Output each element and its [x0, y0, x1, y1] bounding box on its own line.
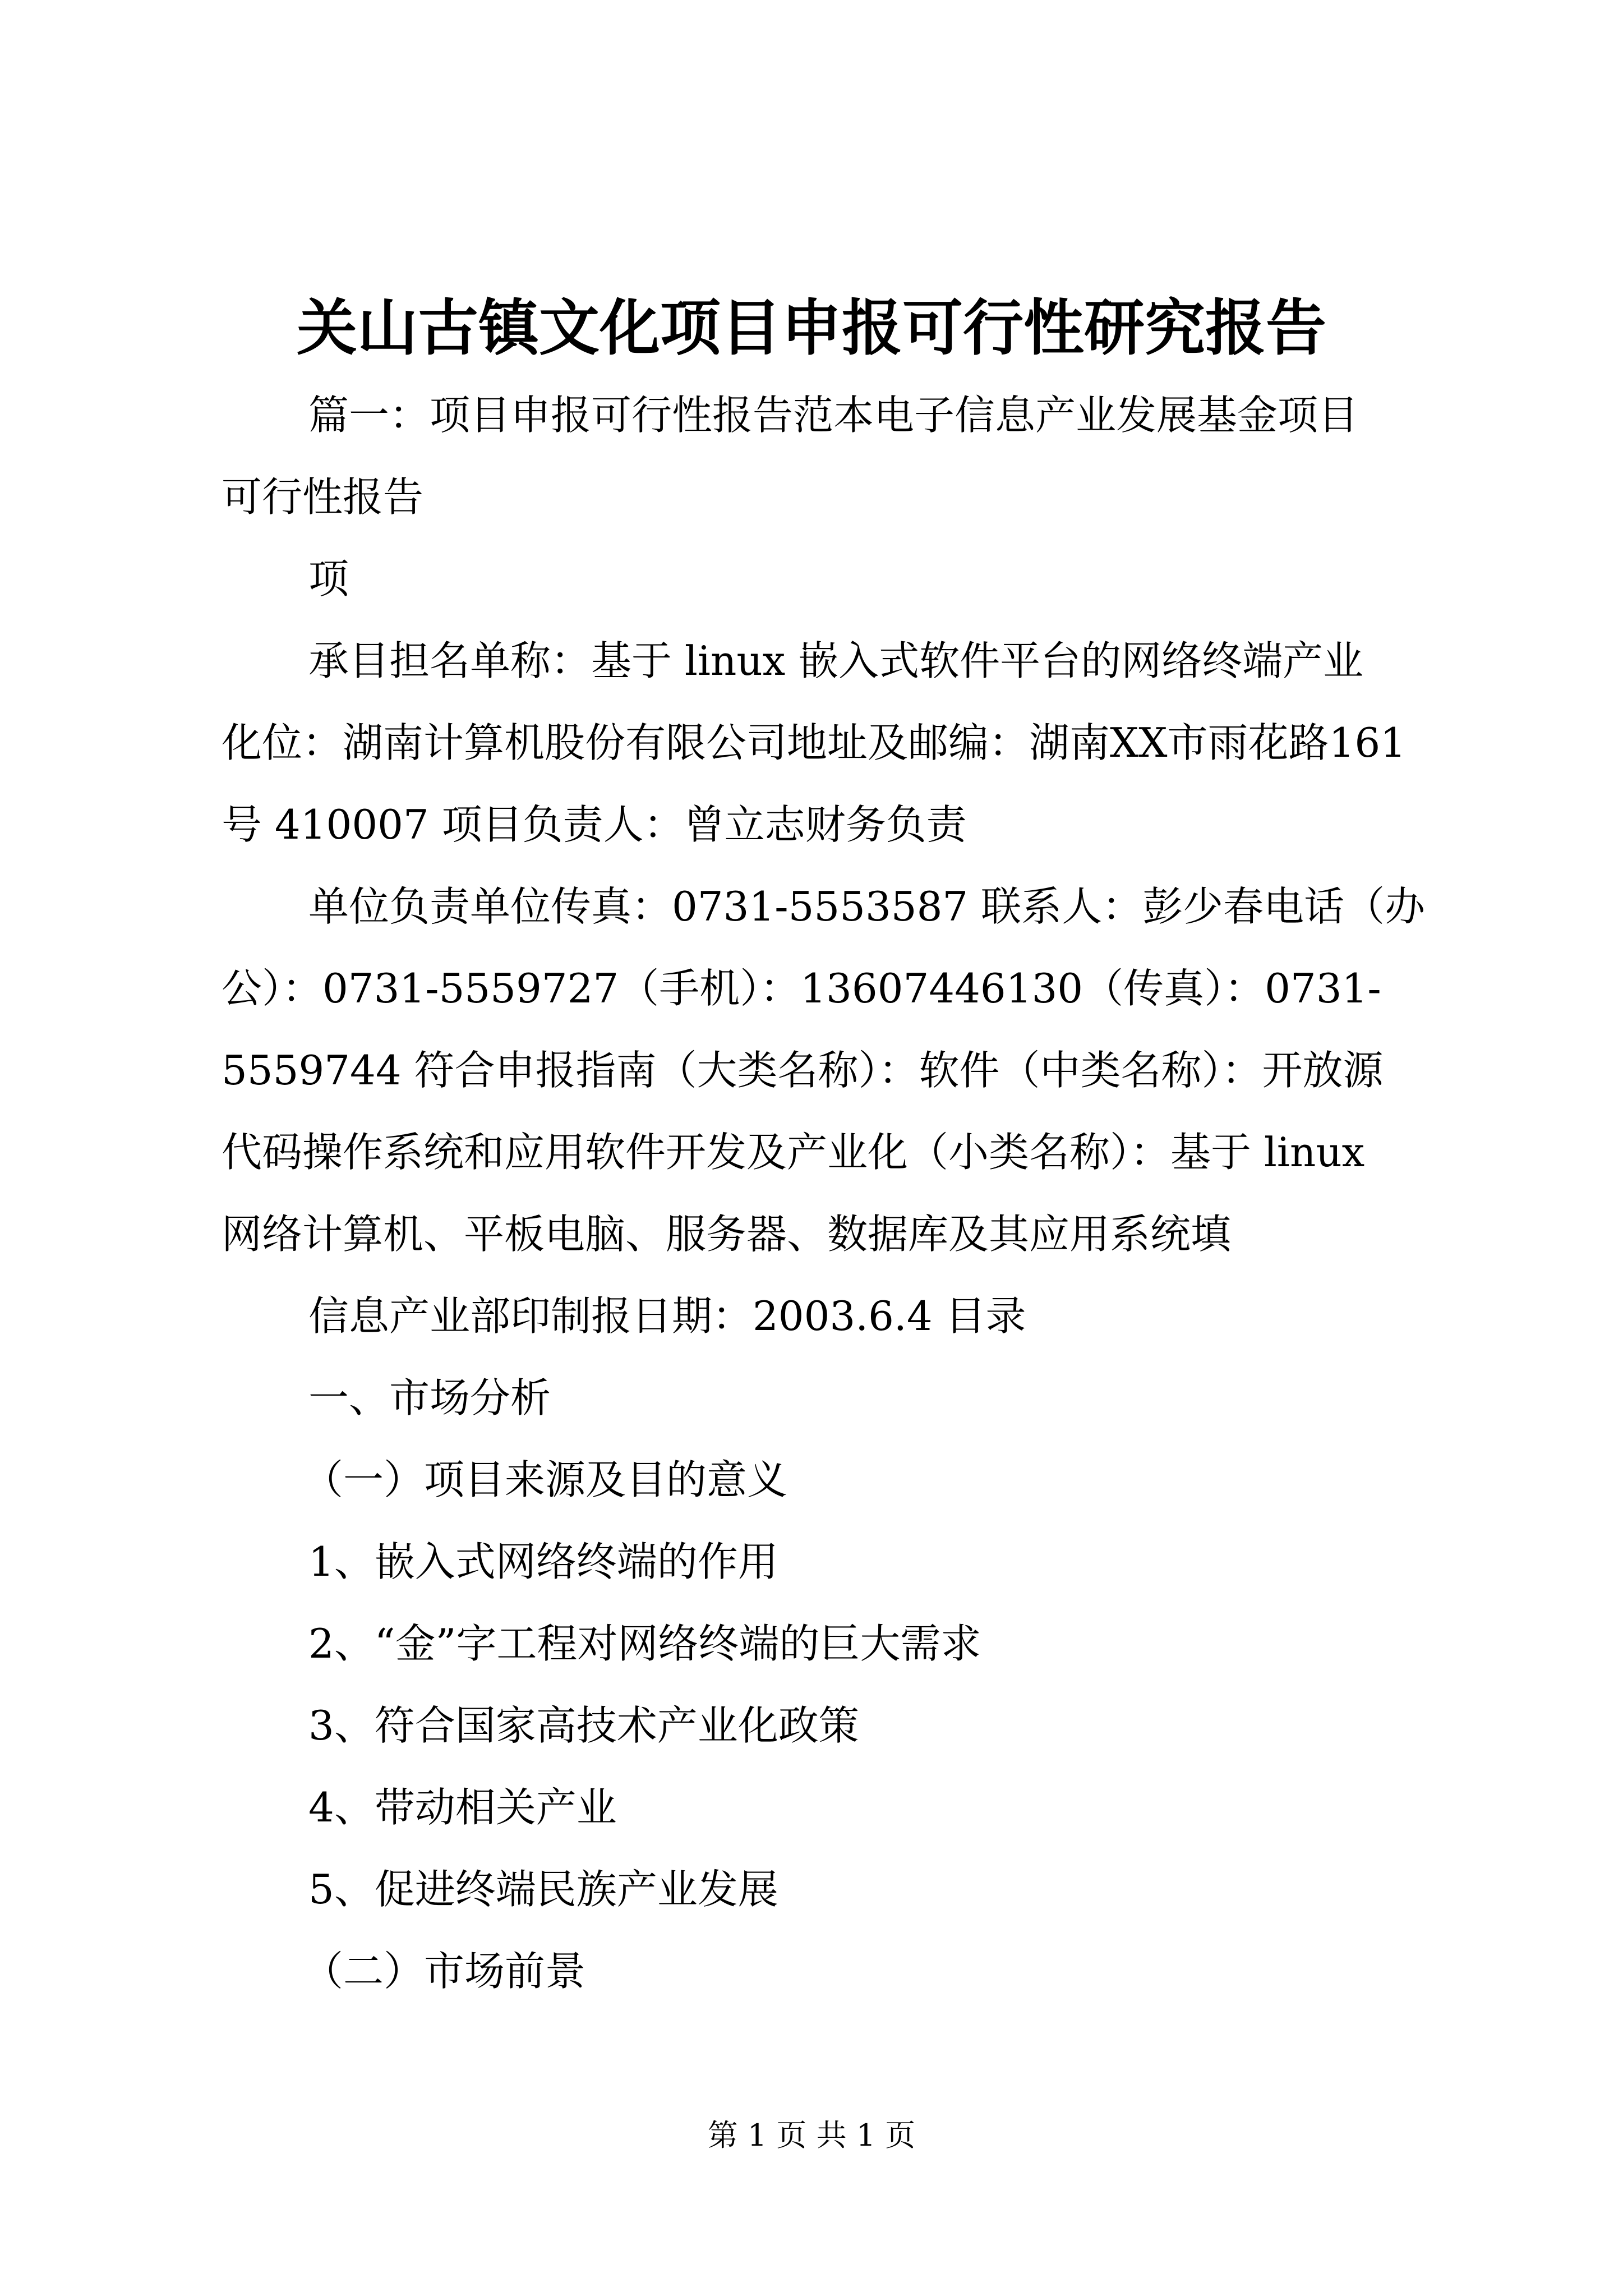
list-item: 5、促进终端民族产业发展 — [308, 1866, 778, 1913]
body-line: 项 — [308, 555, 349, 602]
body-line: 篇一：项目申报可行性报告范本电子信息产业发展基金项目 — [308, 392, 1359, 439]
body-line: 号 410007 项目负责人：曾立志财务负责 — [222, 801, 967, 848]
document-title: 关山古镇文化项目申报可行性研究报告 — [296, 293, 1326, 364]
body-line: 可行性报告 — [222, 473, 424, 521]
body-line: 信息产业部印制报日期：2003.6.4 目录 — [308, 1292, 1026, 1340]
subsection-heading: （一）项目来源及目的意义 — [303, 1456, 788, 1503]
body-line: 单位负责单位传真：0731-5553587 联系人：彭少春电话（办 — [308, 883, 1426, 930]
list-item: 1、嵌入式网络终端的作用 — [308, 1538, 778, 1585]
body-line: 承目担名单称：基于 linux 嵌入式软件平台的网络终端产业 — [308, 637, 1364, 684]
section-heading: 一、市场分析 — [308, 1374, 551, 1421]
body-line: 代码操作系统和应用软件开发及产业化（小类名称）：基于 linux — [222, 1129, 1365, 1176]
body-line: 公）：0731-5559727（手机）：13607446130（传真）：0731- — [222, 965, 1381, 1012]
list-item: 3、符合国家高技术产业化政策 — [308, 1702, 859, 1749]
body-line: 化位：湖南计算机股份有限公司地址及邮编：湖南XX市雨花路161 — [222, 719, 1406, 766]
page-footer: 第 1 页 共 1 页 — [707, 2118, 916, 2153]
body-line: 网络计算机、平板电脑、服务器、数据库及其应用系统填 — [222, 1211, 1232, 1258]
body-line: 5559744 符合申报指南（大类名称）：软件（中类名称）：开放源 — [222, 1047, 1384, 1094]
list-item: 4、带动相关产业 — [308, 1784, 617, 1831]
list-item: 2、“金”字工程对网络终端的巨大需求 — [308, 1620, 981, 1667]
subsection-heading: （二）市场前景 — [303, 1948, 586, 1995]
